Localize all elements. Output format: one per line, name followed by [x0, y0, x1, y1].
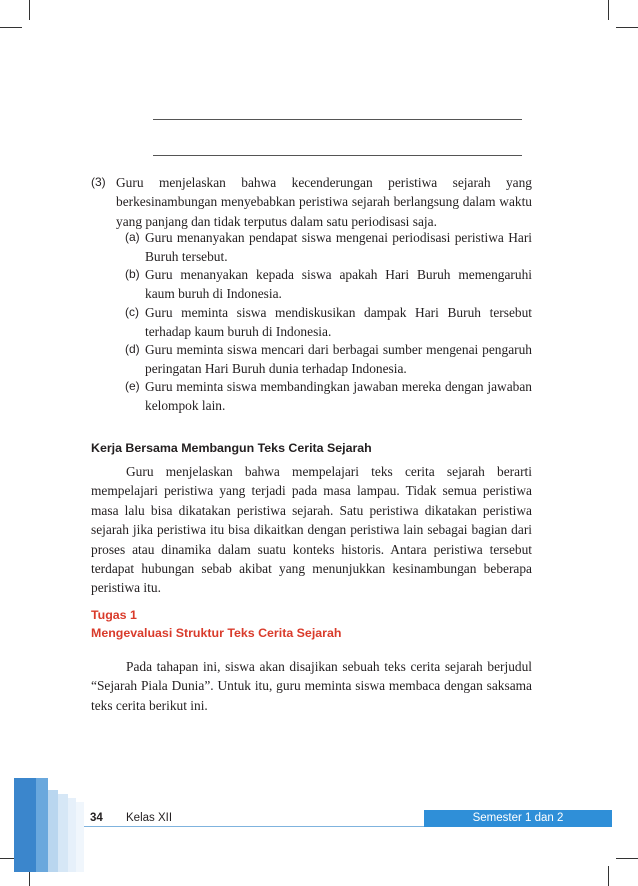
sub-item-label: (c) [125, 305, 139, 319]
item-number: (3) [91, 175, 106, 189]
task-body: Pada tahapan ini, siswa akan disajikan sebuah teks cerita sejarah berjudul “Sejarah Piala Dunia”. Untuk itu, guru meminta siswa membaca dengan saksama teks cerita berikut ini. [91, 659, 532, 713]
sub-item-label: (a) [125, 230, 140, 244]
sub-item-label: (b) [125, 267, 140, 281]
crop-mark [608, 866, 609, 886]
crop-mark [0, 27, 22, 28]
section-body: Guru menjelaskan bahwa mempelajari teks cerita sejarah berarti mempelajari peristiwa yang terjadi pada masa lampau. Tidak semua peristiwa masa lalu bisa dikatakan peristiwa sejarah. Satu peristiwa dikatakan peristiwa sejarah jika peristiwa itu bisa dikaitkan dengan peristiwa lain sebagai bagian dari proses atau dinamika dalam suatu konteks historis. Antara peristiwa tersebut terdapat hubungan sebab akibat yang menunjukkan kesinambungan beberapa peristiwa itu. [91, 464, 532, 596]
sub-item-text: Guru meminta siswa mendiskusikan dampak Hari Buruh tersebut terhadap kaum buruh di Indonesia. [145, 305, 532, 340]
footer-decoration [14, 778, 84, 872]
sub-item-text: Guru menanyakan pendapat siswa mengenai periodisasi peristiwa Hari Buruh tersebut. [145, 230, 532, 265]
sub-item-text: Guru menanyakan kepada siswa apakah Hari Buruh memengaruhi kaum buruh di Indonesia. [145, 267, 532, 302]
class-label: Kelas XII [126, 812, 173, 824]
sub-item-text: Guru meminta siswa membandingkan jawaban mereka dengan jawaban kelompok lain. [145, 379, 532, 414]
sub-item-label: (d) [125, 342, 140, 356]
crop-mark [29, 0, 30, 20]
item-text: Guru menjelaskan bahwa kecenderungan peristiwa sejarah yang berkesinambungan menyebabkan peristiwa sejarah berlangsung dalam waktu yang panjang dan tidak terputus dalam satu periodisasi saja. [116, 175, 532, 229]
crop-mark [616, 858, 638, 859]
semester-badge: Semester 1 dan 2 [424, 810, 612, 827]
crop-mark [616, 27, 638, 28]
sub-item-text: Guru meminta siswa mencari dari berbagai sumber mengenai pengaruh peringatan Hari Buruh dunia terhadap Indonesia. [145, 342, 532, 377]
section-heading: Kerja Bersama Membangun Teks Cerita Sejarah [91, 441, 372, 455]
task-label: Tugas 1 [91, 608, 137, 622]
sub-item-label: (e) [125, 379, 140, 393]
task-title: Mengevaluasi Struktur Teks Cerita Sejarah [91, 626, 342, 640]
crop-mark [608, 0, 609, 20]
answer-blank-line [153, 119, 522, 120]
page-number: 34 [90, 812, 103, 824]
answer-blank-line [153, 155, 522, 156]
